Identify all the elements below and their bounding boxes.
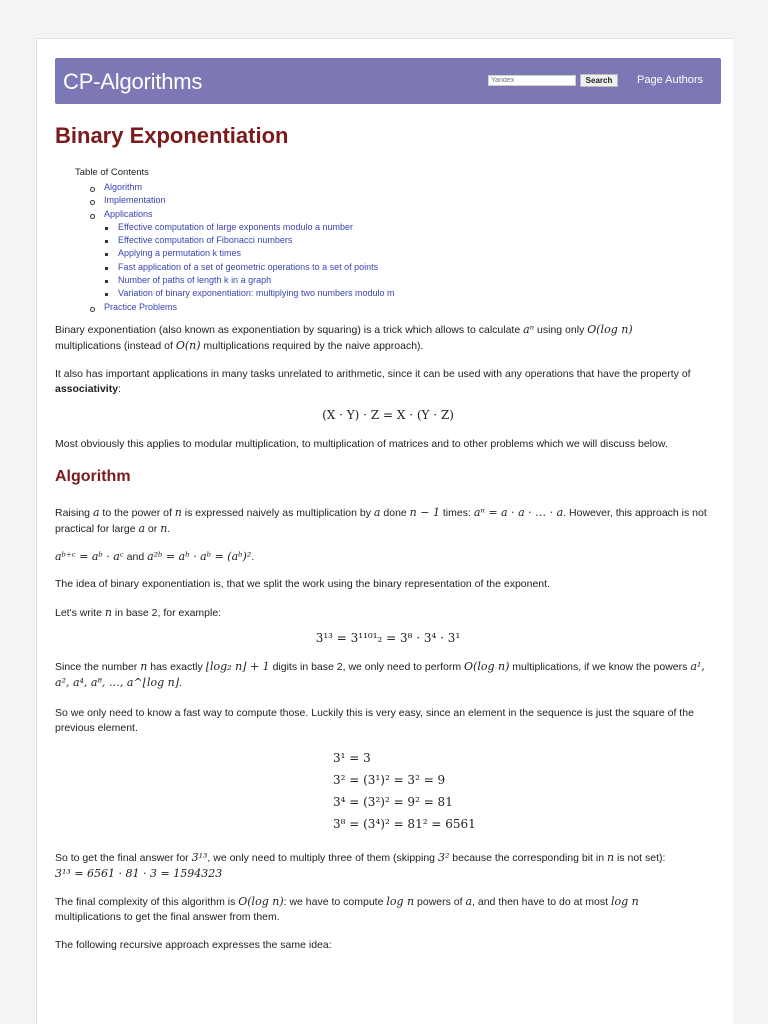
text: . <box>179 677 182 689</box>
math-rule-1: aᵇ⁺ᶜ = aᵇ · aᶜ <box>55 550 124 563</box>
toc-link-large-exponents[interactable]: Effective computation of large exponents modulo a number <box>118 221 353 232</box>
text: Raising <box>55 507 93 519</box>
text: and <box>123 551 148 563</box>
associativity-term: associativity <box>55 383 119 395</box>
math-a: a <box>138 522 146 535</box>
toc-item <box>75 287 394 300</box>
text: The final complexity of this algorithm is <box>55 896 239 908</box>
text: using only <box>534 324 588 336</box>
toc-link-paths[interactable]: Number of paths of length k in a graph <box>118 275 272 286</box>
text: . <box>251 551 255 563</box>
intro-paragraph-3: Most obviously this applies to modular multiplication, to multiplication of matrices and to other problems which we will discuss below. <box>55 438 668 450</box>
math-n-minus-1: n − 1 <box>409 506 440 519</box>
text: So to get the final answer for <box>55 852 192 864</box>
search-input[interactable] <box>488 75 576 86</box>
math-powers: a¹, a², a⁴, a⁸, …, a^⌊log n⌋ <box>55 660 705 689</box>
search-button[interactable]: Search <box>580 74 618 87</box>
text: It also has important applications in many tasks unrelated to arithmetic, since it can be used with any operations that have the property of <box>55 368 691 380</box>
toc-link-practice[interactable]: Practice Problems <box>104 301 178 312</box>
toc-item <box>75 274 394 287</box>
text: multiplications, if we know the powers <box>509 661 691 673</box>
page-container <box>36 38 733 1024</box>
site-header <box>55 58 721 104</box>
algorithm-paragraph-3: The idea of binary exponentiation is, that we split the work using the binary representation of the exponent. <box>55 578 550 590</box>
toc-link-multiplying-mod[interactable]: Variation of binary exponentiation: multiplying two numbers modulo m <box>118 288 395 299</box>
math-result: 3¹³ = 6561 · 81 · 3 = 1594323 <box>55 867 223 880</box>
intro-paragraph-2 <box>55 367 721 397</box>
section-heading-algorithm: Algorithm <box>55 468 131 485</box>
toc-item <box>75 221 394 234</box>
equation-line: 3² = (3¹)² = 3² = 9 <box>333 773 446 787</box>
text: times: <box>439 507 474 519</box>
equation-line: 3⁸ = (3⁴)² = 81² = 6561 <box>333 817 476 831</box>
text: . However, this approach is not practical for large <box>55 507 707 535</box>
text: , we only need to multiply three of them (skipping <box>207 852 438 864</box>
toc-item <box>75 261 394 274</box>
page-title: Binary Exponentiation <box>55 123 289 148</box>
equation-line: 3¹ = 3 <box>333 751 371 765</box>
algorithm-paragraph-7 <box>55 850 721 882</box>
base2-equation: 3¹³ = 3¹¹⁰¹₂ = 3⁸ · 3⁴ · 3¹ <box>315 631 461 645</box>
toc-item <box>75 208 394 221</box>
toc-link-geometric[interactable]: Fast application of a set of geometric operations to a set of points <box>118 261 379 272</box>
math-expansion: aⁿ = a · a · … · a <box>473 506 564 519</box>
toc-item <box>75 194 394 207</box>
toc-link-implementation[interactable]: Implementation <box>104 195 166 206</box>
page-authors-link[interactable]: Page Authors <box>637 74 704 86</box>
math-3-13: 3¹³ <box>191 851 208 864</box>
math-n: n <box>140 660 148 673</box>
algorithm-paragraph-9: The following recursive approach expresses the same idea: <box>55 939 332 951</box>
text: to the power of <box>99 507 175 519</box>
math-rule-2: a²ᵇ = aᵇ · aᵇ = (aᵇ)² <box>147 550 252 563</box>
text: Since the number <box>55 661 141 673</box>
algorithm-paragraph-4 <box>55 605 721 621</box>
squares-equation-block <box>333 747 476 835</box>
math-a: a <box>92 506 100 519</box>
math-o-log-n: O(log n) <box>238 895 284 908</box>
toc-item <box>75 301 394 314</box>
text: multiplications (instead of <box>55 340 176 352</box>
associativity-equation: (X · Y) · Z = X · (Y · Z) <box>322 408 454 422</box>
math-a-n: aⁿ <box>523 323 535 336</box>
algorithm-paragraph-6: So we only need to know a fast way to compute those. Luckily this is very easy, since an element in the sequence is just the square of the previous element. <box>55 707 694 734</box>
algorithm-paragraph-1 <box>55 505 721 537</box>
intro-paragraph-1 <box>55 322 721 354</box>
text: multiplications required by the naive approach). <box>200 340 424 352</box>
table-of-contents <box>75 167 394 314</box>
math-a: a <box>465 895 473 908</box>
site-logo[interactable]: CP-Algorithms <box>63 69 203 94</box>
text: because the corresponding bit in <box>449 852 607 864</box>
math-digit-count: ⌊log₂ n⌋ + 1 <box>205 660 270 673</box>
text: digits in base 2, we only need to perform <box>269 661 465 673</box>
text: powers of <box>414 896 466 908</box>
text: , and then have to do at most <box>472 896 611 908</box>
toc-link-fibonacci[interactable]: Effective computation of Fibonacci numbers <box>118 235 293 246</box>
algorithm-paragraph-8 <box>55 894 721 925</box>
math-a: a <box>373 506 381 519</box>
toc-list <box>75 181 394 314</box>
math-o-log-n: O(log n) <box>587 323 633 336</box>
text: is expressed naively as multiplication by <box>181 507 374 519</box>
toc-link-algorithm[interactable]: Algorithm <box>104 182 143 192</box>
math-n: n <box>160 522 168 535</box>
text: in base 2, for example: <box>111 607 222 619</box>
toc-title: Table of Contents <box>75 167 149 178</box>
text: multiplications to get the final answer from them. <box>55 911 280 923</box>
math-n: n <box>174 506 182 519</box>
math-n: n <box>104 606 112 619</box>
algorithm-paragraph-5 <box>55 659 721 691</box>
text: done <box>380 507 410 519</box>
math-3-2: 3² <box>437 851 450 864</box>
text: . <box>167 523 171 535</box>
math-log-n: log n <box>386 895 415 908</box>
text: is not set): <box>614 852 666 864</box>
toc-link-permutation[interactable]: Applying a permutation k times <box>118 248 242 259</box>
text: : we have to compute <box>283 896 387 908</box>
text: or <box>145 523 161 535</box>
math-o-n: O(n) <box>175 339 201 352</box>
equation-line: 3⁴ = (3²)² = 9² = 81 <box>333 795 453 809</box>
toc-item <box>75 181 394 194</box>
text: : <box>118 383 121 395</box>
toc-item <box>75 234 394 247</box>
math-log-n: log n <box>610 895 639 908</box>
math-n: n <box>606 851 615 864</box>
text: Binary exponentiation (also known as exponentiation by squaring) is a trick which allows to calculate <box>55 324 524 336</box>
text: Let's write <box>55 607 105 619</box>
algorithm-rules <box>55 549 721 565</box>
text: has exactly <box>147 661 206 673</box>
toc-link-applications[interactable]: Applications <box>104 208 153 219</box>
toc-item <box>75 247 394 260</box>
math-o-log-n: O(log n) <box>464 660 510 673</box>
